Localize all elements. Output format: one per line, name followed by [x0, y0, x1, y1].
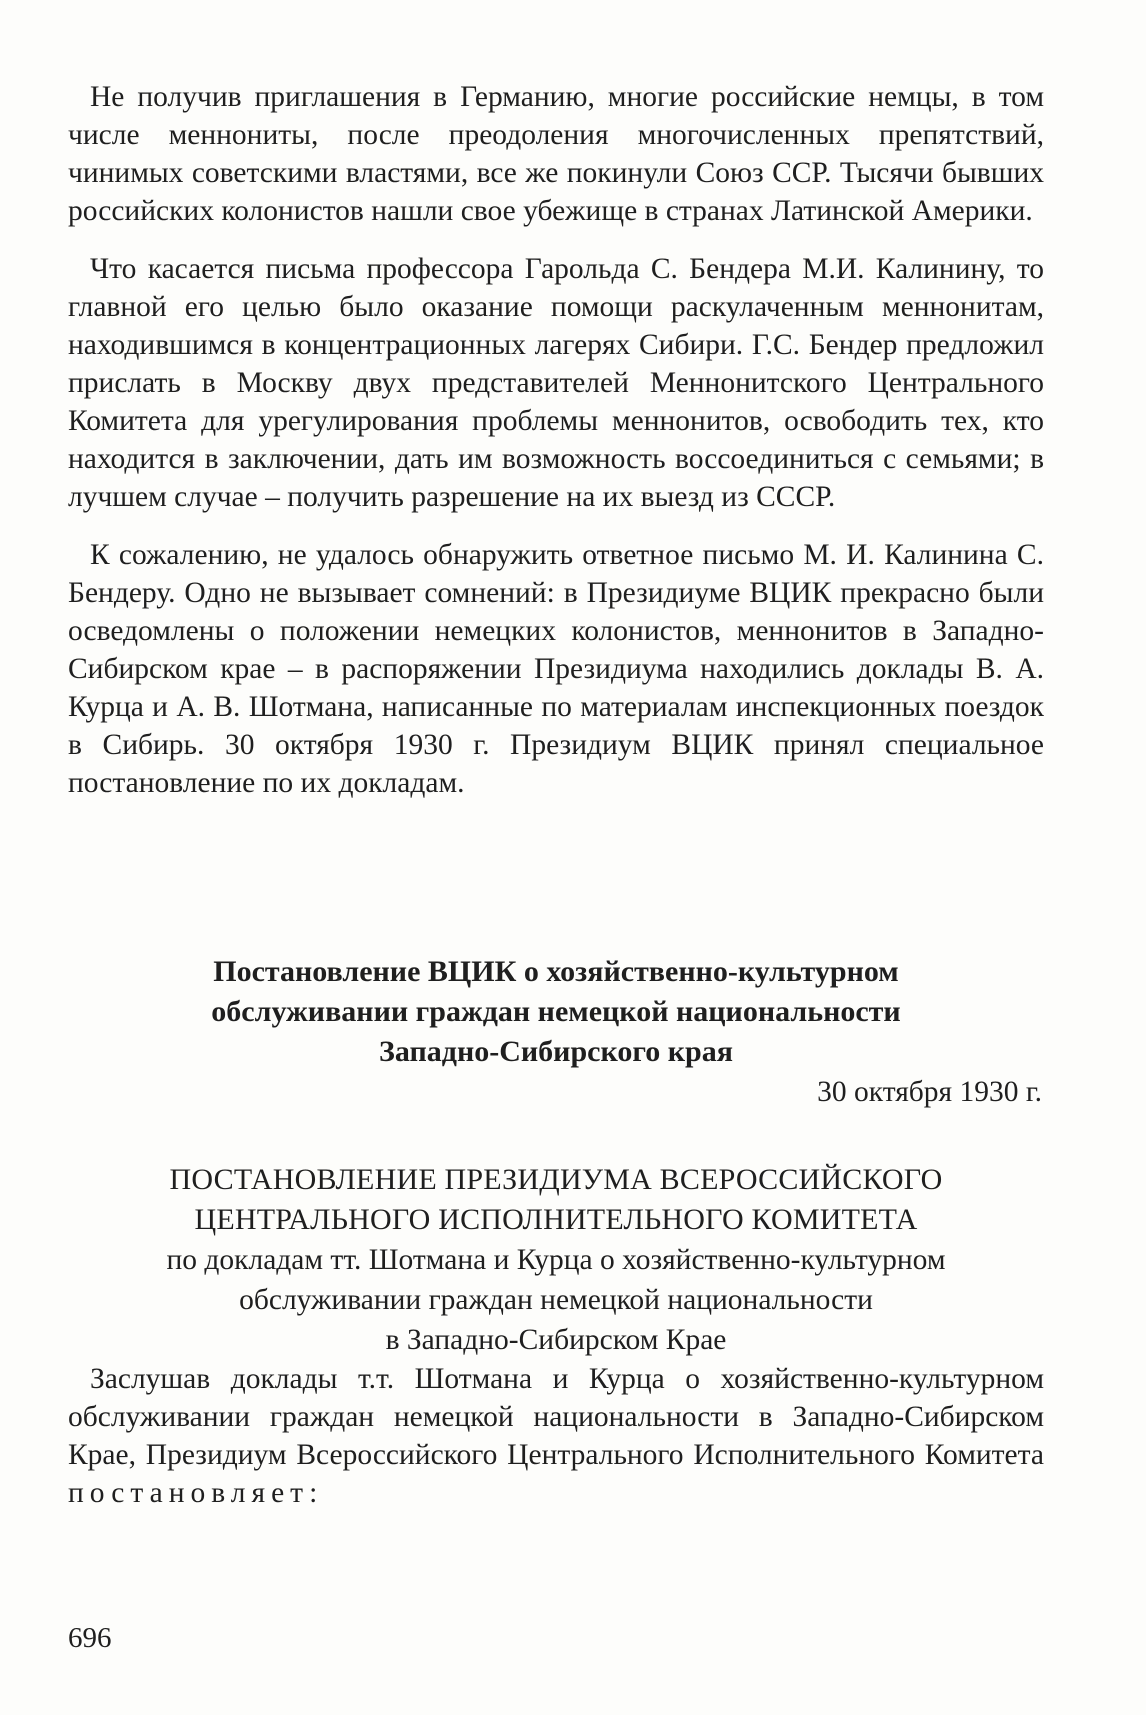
section-heading: [68, 952, 1044, 1072]
paragraph-bender-letter: Что касается письма профессора Гарольда С. Бендера М.И. Калинину, то главной его целью было оказание помощи раскулаченным меннонитам, находившимся в концентрационных лагерях Сибири. Г.С. Бендер предложил прислать в Москву двух представителей Меннонитского Центрального Комитета для урегулирования проблемы меннонитов, освободить тех, кто находится в заключении, дать им возможность воссоединиться с семьями; в лучшем случае – получить разрешение на их выезд из СССР.: [68, 253, 1044, 513]
decree-subtitle-line-1: по докладам тт. Шотмана и Курца о хозяйственно-культурном: [166, 1244, 946, 1276]
decree-title-line-1: ПОСТАНОВЛЕНИЕ ПРЕЗИДИУМА ВСЕРОССИЙСКОГО: [169, 1163, 943, 1196]
decree-resolves: постановляет:: [68, 1477, 324, 1509]
page-content: [68, 78, 1044, 1532]
decree-subtitle: [68, 1240, 1044, 1360]
decree-body-text: Заслушав доклады т.т. Шотмана и Курца о хозяйственно-культурном обслуживании граждан немецкой национальности в Западно-Сибирском Крае, Президиум Всероссийского Центрального Исполнительного Комитета: [68, 1363, 1044, 1471]
decree-title-line-2: ЦЕНТРАЛЬНОГО ИСПОЛНИТЕЛЬНОГО КОМИТЕТА: [194, 1203, 918, 1236]
section-heading-line-2: обслуживании граждан немецкой национальности: [211, 995, 901, 1028]
paragraph-kalinin-response: К сожалению, не удалось обнаружить ответное письмо М. И. Калинина С. Бендеру. Одно не вызывает сомнений: в Президиуме ВЦИК прекрасно были осведомлены о положении немецких колонистов, меннонитов в Западно-Сибирском крае – в распоряжении Президиума находились доклады В. А. Курца и А. В. Шотмана, написанные по материалам инспекционных поездок в Сибирь. 30 октября 1930 г. Президиум ВЦИК принял специальное постановление по их докладам.: [68, 539, 1044, 799]
decree-subtitle-line-3: в Западно-Сибирском Крае: [385, 1324, 727, 1356]
decree-subtitle-line-2: обслуживании граждан немецкой национальности: [239, 1284, 873, 1316]
paragraph-emigration: Не получив приглашения в Германию, многие российские немцы, в том числе меннониты, после преодоления многочисленных препятствий, чинимых советскими властями, все же покинули Союз ССР. Тысячи бывших российских колонистов нашли свое убежище в странах Латинской Америки.: [68, 81, 1044, 227]
page-number: 696: [68, 1622, 112, 1654]
section-heading-line-1: Постановление ВЦИК о хозяйственно-культурном: [213, 955, 899, 988]
section-heading-line-3: Западно-Сибирского края: [379, 1035, 733, 1068]
document-date: 30 октября 1930 г.: [817, 1076, 1042, 1108]
decree-title: [68, 1160, 1044, 1240]
decree-body: [68, 1360, 1044, 1512]
